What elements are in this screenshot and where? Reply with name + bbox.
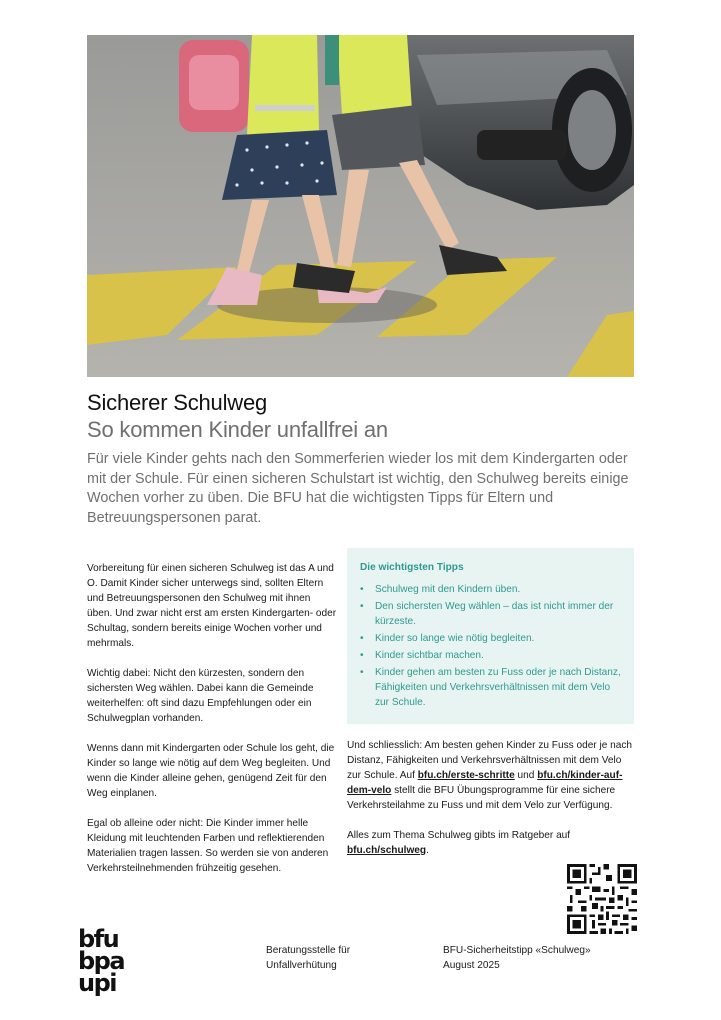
link-kinder-auf-dem-velo[interactable]: bfu.ch/kinder-auf-dem-velo [347, 770, 623, 796]
body-paragraph [347, 828, 635, 858]
right-column [347, 738, 635, 873]
qr-code-icon[interactable] [567, 864, 637, 934]
footer-line: August 2025 [443, 959, 500, 971]
footer-document-info [443, 944, 591, 973]
crosswalk-children-illustration [87, 35, 634, 377]
tips-box [347, 548, 634, 724]
body-paragraph: Egal ob alleine oder nicht: Die Kinder immer helle Kleidung mit leuchtenden Farben und reflektierenden Materialien tragen lassen. So werden sie von anderen Verkehrsteilnehmenden frühzeitig gesehen. [87, 818, 329, 874]
text-run: Und schliesslich: Am besten gehen Kinder zu Fuss oder je nach Distanz, Fähigkeiten und Verkehrsverhältnissen mit dem Velo zur Schule. Auf [347, 740, 633, 781]
body-paragraph: Wichtig dabei: Nicht den kürzesten, sondern den sichersten Weg wählen. Dabei kann die Gemeinde weiterhelfen: oft sind dazu Empfehlungen oder ein Schulwegplan vorhanden. [87, 668, 314, 724]
tips-heading: Die wichtigsten Tipps [360, 562, 464, 573]
footer-line: BFU-Sicherheitstipp «Schulweg» [443, 945, 591, 956]
footer-organisation [266, 944, 350, 973]
logo-line: bfu [78, 925, 119, 953]
text-run: stellt die BFU Übungsprogramme für eine sichere Verkehrsteilahme zu Fuss und mit dem Velo zur Verfügung. [347, 785, 616, 811]
bfu-logo [78, 925, 158, 998]
text-run: und [514, 770, 538, 781]
tip-item: • Schulweg mit den Kindern üben. [360, 583, 622, 598]
tip-item: • Den sichersten Weg wählen – das ist nicht immer der kürzeste. [360, 600, 622, 629]
left-column [87, 561, 337, 891]
page-title: Sicherer Schulweg [87, 390, 268, 415]
body-paragraph [347, 738, 635, 813]
text-run: . [426, 845, 429, 856]
tip-item: • Kinder sichtbar machen. [360, 649, 622, 664]
logo-line: upi [78, 969, 116, 997]
body-paragraph: Vorbereitung für einen sicheren Schulweg ist das A und O. Damit Kinder sicher unterwegs sind, sollten Eltern und Betreuungspersonen den Schulweg mit ihnen üben. Und zwar nicht erst am ersten Kindergarten- oder Schultag, sondern bereits einige Wochen vorher und mehrmals. [87, 563, 337, 649]
link-erste-schritte[interactable]: bfu.ch/erste-schritte [417, 770, 515, 781]
hero-photo [87, 35, 634, 377]
logo-line: bpa [78, 947, 125, 975]
text-run: Alles zum Thema Schulweg gibts im Ratgeber auf [347, 830, 571, 841]
tip-item: • Kinder so lange wie nötig begleiten. [360, 632, 622, 647]
tip-item: • Kinder gehen am besten zu Fuss oder je nach Distanz, Fähigkeiten und Verkehrsverhältnissen mit dem Velo zur Schule. [360, 666, 622, 710]
lead-paragraph: Für viele Kinder gehts nach den Sommerferien wieder los mit dem Kindergarten oder mit der Schule. Für einen sicheren Schulstart ist wichtig, den Schulweg bereits einige Wochen vorher zu üben. Die BFU hat die wichtigsten Tipps für Eltern und Betreuungspersonen parat. [87, 451, 629, 526]
tips-list [360, 583, 622, 710]
body-paragraph: Wenns dann mit Kindergarten oder Schule los geht, die Kinder so lange wie nötig auf dem Weg begleiten. Und wenn die Kinder alleine gehen, genügend Zeit für den Weg einplanen. [87, 743, 335, 799]
page-subtitle: So kommen Kinder unfallfrei an [87, 417, 388, 442]
link-schulweg[interactable]: bfu.ch/schulweg [347, 845, 427, 856]
footer-line: Unfallverhütung [266, 959, 337, 971]
footer-line: Beratungsstelle für [266, 945, 351, 956]
